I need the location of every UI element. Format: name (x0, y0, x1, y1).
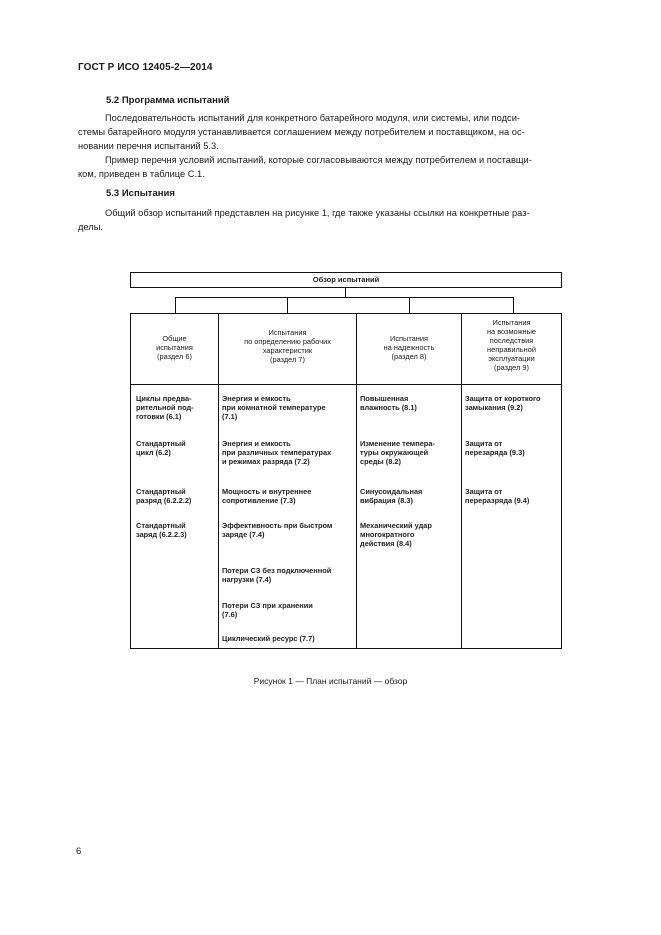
table-cell (465, 394, 560, 412)
header-line: испытания (156, 343, 193, 352)
header-line: Испытания (268, 328, 307, 337)
cell-line: переразряда (9.4) (465, 496, 530, 505)
header-line: по определению рабочих (244, 337, 331, 346)
table-cell (136, 394, 216, 421)
tests-table (130, 313, 562, 649)
header-line: (раздел 7) (270, 355, 305, 364)
cell-line: Защита от (465, 439, 503, 448)
table-cell (360, 521, 460, 548)
column-divider (356, 314, 357, 648)
header-divider (131, 384, 561, 385)
cell-line: туры окружающей (360, 448, 429, 457)
document-header: ГОСТ Р ИСО 12405-2—2014 (78, 62, 213, 73)
text-line: Общий обзор испытаний представлен на рисунке 1, где также указаны ссылки на конкретные раз- (105, 208, 530, 218)
table-cell (465, 439, 560, 457)
page-number: 6 (76, 846, 82, 857)
table-cell (360, 487, 460, 505)
cell-line: замыкания (9.2) (465, 403, 523, 412)
table-cell (222, 487, 355, 505)
section-5-2-paragraph-1 (78, 111, 616, 153)
cell-line: вибрация (8.3) (360, 496, 413, 505)
table-cell (465, 487, 560, 505)
table-cell (136, 487, 216, 505)
cell-line: Энергия и емкость (222, 394, 291, 403)
column-header-performance (219, 328, 356, 364)
cell-line: Циклический ресурс (7.7) (222, 634, 315, 643)
connector-line (513, 297, 514, 313)
cell-line: Энергия и емкость (222, 439, 291, 448)
header-line: (раздел 6) (157, 352, 192, 361)
header-line: Испытания (492, 318, 531, 327)
cell-line: Мощность и внутреннее (222, 487, 312, 496)
cell-line: при комнатной температуре (222, 403, 326, 412)
connector-line (175, 297, 176, 313)
table-cell (136, 521, 216, 539)
section-5-2-title: 5.2 Программа испытаний (106, 95, 230, 106)
column-header-reliability (357, 334, 461, 361)
cell-line: Эффективность при быстром (222, 521, 333, 530)
cell-line: заряде (7.4) (222, 530, 265, 539)
table-cell (222, 566, 355, 584)
column-divider (218, 314, 219, 648)
cell-line: и режимах разряда (7.2) (222, 457, 310, 466)
cell-line: Механический удар (360, 521, 432, 530)
section-5-2-paragraph-2 (78, 153, 616, 181)
cell-line: Стандартный (136, 439, 186, 448)
header-line: последствия (489, 336, 534, 345)
column-header-general (131, 334, 218, 361)
table-cell (222, 521, 355, 539)
text-line: ком, приведен в таблице С.1. (78, 169, 205, 179)
cell-line: Потери СЗ при хранении (222, 601, 313, 610)
connector-line (175, 297, 514, 298)
connector-line (409, 297, 410, 313)
text-line: новании перечня испытаний 5.3. (78, 141, 219, 151)
table-cell (222, 601, 355, 619)
table-cell (222, 439, 355, 466)
header-line: эксплуатации (488, 354, 535, 363)
text-line: Последовательность испытаний для конкретного батарейного модуля, или системы, или подси- (105, 113, 520, 123)
cell-line: многократного (360, 530, 415, 539)
cell-line: Синусоидальная (360, 487, 423, 496)
table-cell (360, 394, 460, 412)
header-line: Испытания (390, 334, 428, 343)
table-cell (222, 634, 355, 643)
cell-line: действия (8.4) (360, 539, 412, 548)
header-line: на возможные (486, 327, 537, 336)
cell-line: сопротивление (7.3) (222, 496, 296, 505)
section-5-3-title: 5.3 Испытания (106, 188, 175, 199)
cell-line: рительной под- (136, 403, 194, 412)
cell-line: Потери СЗ без подключенной (222, 566, 332, 575)
header-line: на надежность (383, 343, 435, 352)
cell-line: Защита от (465, 487, 503, 496)
text-line: Пример перечня условий испытаний, которые согласовываются между потребителем и поставщи- (105, 155, 532, 165)
cell-line: Изменение темпера- (360, 439, 435, 448)
header-line: Общие (162, 334, 187, 343)
header-line: (раздел 8) (391, 352, 427, 361)
cell-line: (7.6) (222, 610, 238, 619)
cell-line: при различных температурах (222, 448, 332, 457)
cell-line: цикл (6.2) (136, 448, 171, 457)
text-line: делы. (78, 222, 103, 232)
column-header-abuse (462, 318, 561, 372)
cell-line: Циклы предва- (136, 394, 192, 403)
cell-line: разряд (6.2.2.2) (136, 496, 192, 505)
cell-line: заряд (6.2.2.3) (136, 530, 187, 539)
header-line: (раздел 9) (494, 363, 529, 372)
section-5-3-paragraph-1 (78, 206, 616, 234)
cell-line: готовки (6.1) (136, 412, 182, 421)
cell-line: среды (8.2) (360, 457, 401, 466)
cell-line: Стандартный (136, 487, 186, 496)
table-cell (136, 439, 216, 457)
connector-line (345, 288, 346, 297)
cell-line: перезаряда (9.3) (465, 448, 525, 457)
cell-line: влажность (8.1) (360, 403, 417, 412)
text-line: стемы батарейного модуля устанавливается соглашением между потребителем и поставщиком, на ос- (78, 127, 525, 137)
cell-line: Стандартный (136, 521, 186, 530)
connector-line (287, 297, 288, 313)
cell-line: (7.1) (222, 412, 238, 421)
cell-line: нагрузки (7.4) (222, 575, 272, 584)
table-cell (222, 394, 355, 421)
header-line: неправильной (487, 345, 536, 354)
figure-top-box: Обзор испытаний (130, 272, 562, 288)
cell-line: Защита от короткого (465, 394, 541, 403)
table-cell (360, 439, 460, 466)
header-line: характеристик (262, 346, 313, 355)
cell-line: Повышенная (360, 394, 409, 403)
figure-caption: Рисунок 1 — План испытаний — обзор (253, 676, 408, 686)
